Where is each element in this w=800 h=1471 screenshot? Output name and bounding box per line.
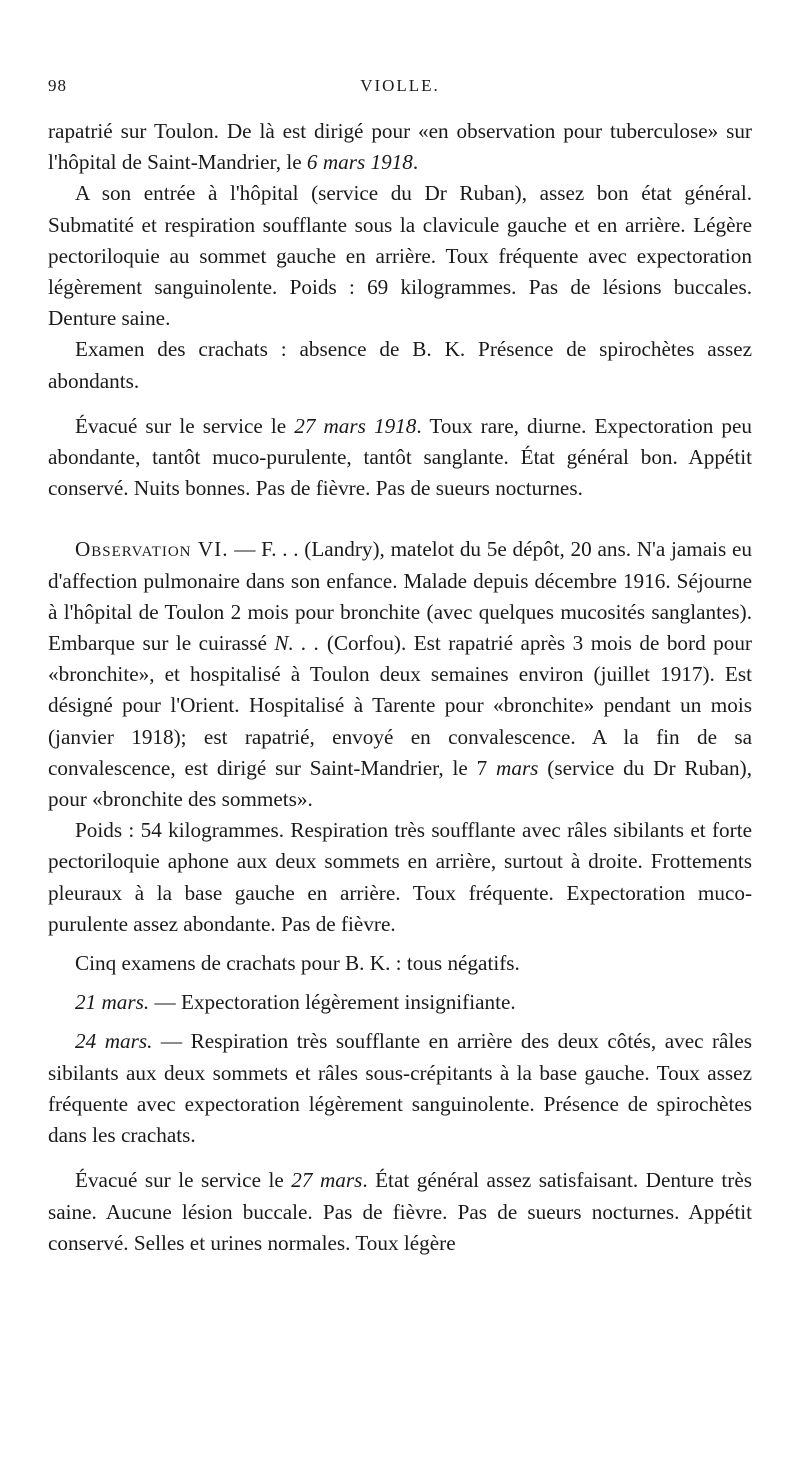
running-title: VIOLLE. [360,76,440,95]
paragraph-march-21: 21 mars. — Expectoration légèrement insignifiante. [75,990,516,1015]
paragraph-evacuation: Évacué sur le service le 27 mars 1918. Toux rare, diurne. Expectoration peu abondante, tantôt muco-purulente, tantôt sanglante. État général bon. Appétit conservé. Nuits bonnes. Pas de fièvre. Pas de sueurs nocturnes. [48,413,753,501]
page-number: 98 [48,76,67,95]
page-body [48,116,752,1259]
ship-name: N. . . [274,631,320,656]
paragraph-admission: A son entrée à l'hôpital (service du Dr Ruban), assez bon état général. Submatité et respiration soufflante sous la clavicule gauche et en arrière. Légère pectoriloquie au sommet gauche en arrière. Toux fréquente avec expectoration légèrement sanguinolente. Poids : 69 kilogrammes. Pas de lésions buccales. Denture saine. [48,181,752,331]
observation-label: Observation VI. [75,537,229,562]
date-italic: 24 mars. [75,1029,153,1054]
date-italic: 27 mars 1918 [294,413,417,438]
paragraph-final-evacuation: Évacué sur le service le 27 mars. État général assez satisfaisant. Denture très saine. Aucune lésion buccale. Pas de fièvre. Pas de sueurs nocturnes. Appétit conservé. Selles et urines normales. Toux légère [48,1168,752,1255]
date-italic: 27 mars [291,1168,363,1193]
date-italic: 6 mars 1918 [306,150,413,175]
paragraph-weight: Poids : 54 kilogrammes. Respiration très soufflante avec râles sibilants et forte pectoriloquie aphone aux deux sommets en arrière, surtout à droite. Frottements pleuraux à la base gauche en arrière. Toux fréquente. Expectoration muco-purulente assez abondante. Pas de fièvre. [48,818,752,936]
paragraph-observation-heading: Observation VI. — F. . . (Landry), matelot du 5e dépôt, 20 ans. N'a jamais eu d'affection pulmonaire dans son enfance. Malade depuis décembre 1916. Séjourne à l'hôpital de Toulon 2 mois pour bronchite (avec quelques mucosités sanglantes). Embarque sur le cuirassé N. . . (Corfou). Est rapatrié après 3 mois de bord pour «bronchite», et hospitalisé à Toulon deux semaines environ (juillet 1917). Est désigné pour l'Orient. Hospitalisé à Tarente pour «bronchite» pendant un mois (janvier 1918); est rapatrié, envoyé en convalescence. A la fin de sa convalescence, est dirigé sur Saint-Mandrier, le 7 mars (service du Dr Ruban), pour «bronchite des sommets». [48,537,753,812]
paragraph-continuation: rapatrié sur Toulon. De là est dirigé pour «en observation pour tuberculose» sur l'hôpital de Saint-Mandrier, le 6 mars 1918. [48,119,752,175]
paragraph-sputum-exam: Examen des crachats : absence de B. K. Présence de spirochètes assez abondants. [48,337,752,393]
date-italic: 21 mars. [75,990,150,1015]
date-italic: mars [496,755,539,780]
paragraph-sputum-results: Cinq examens de crachats pour B. K. : tous négatifs. [75,951,520,976]
paragraph-march-24: 24 mars. — Respiration très soufflante en arrière des deux côtés, avec râles sibilants aux deux sommets et râles sous-crépitants à la base gauche. Toux assez fréquente avec expectoration légèrement sanguinolente. Présence de spirochètes dans les crachats. [48,1029,752,1148]
page-header [48,76,752,102]
